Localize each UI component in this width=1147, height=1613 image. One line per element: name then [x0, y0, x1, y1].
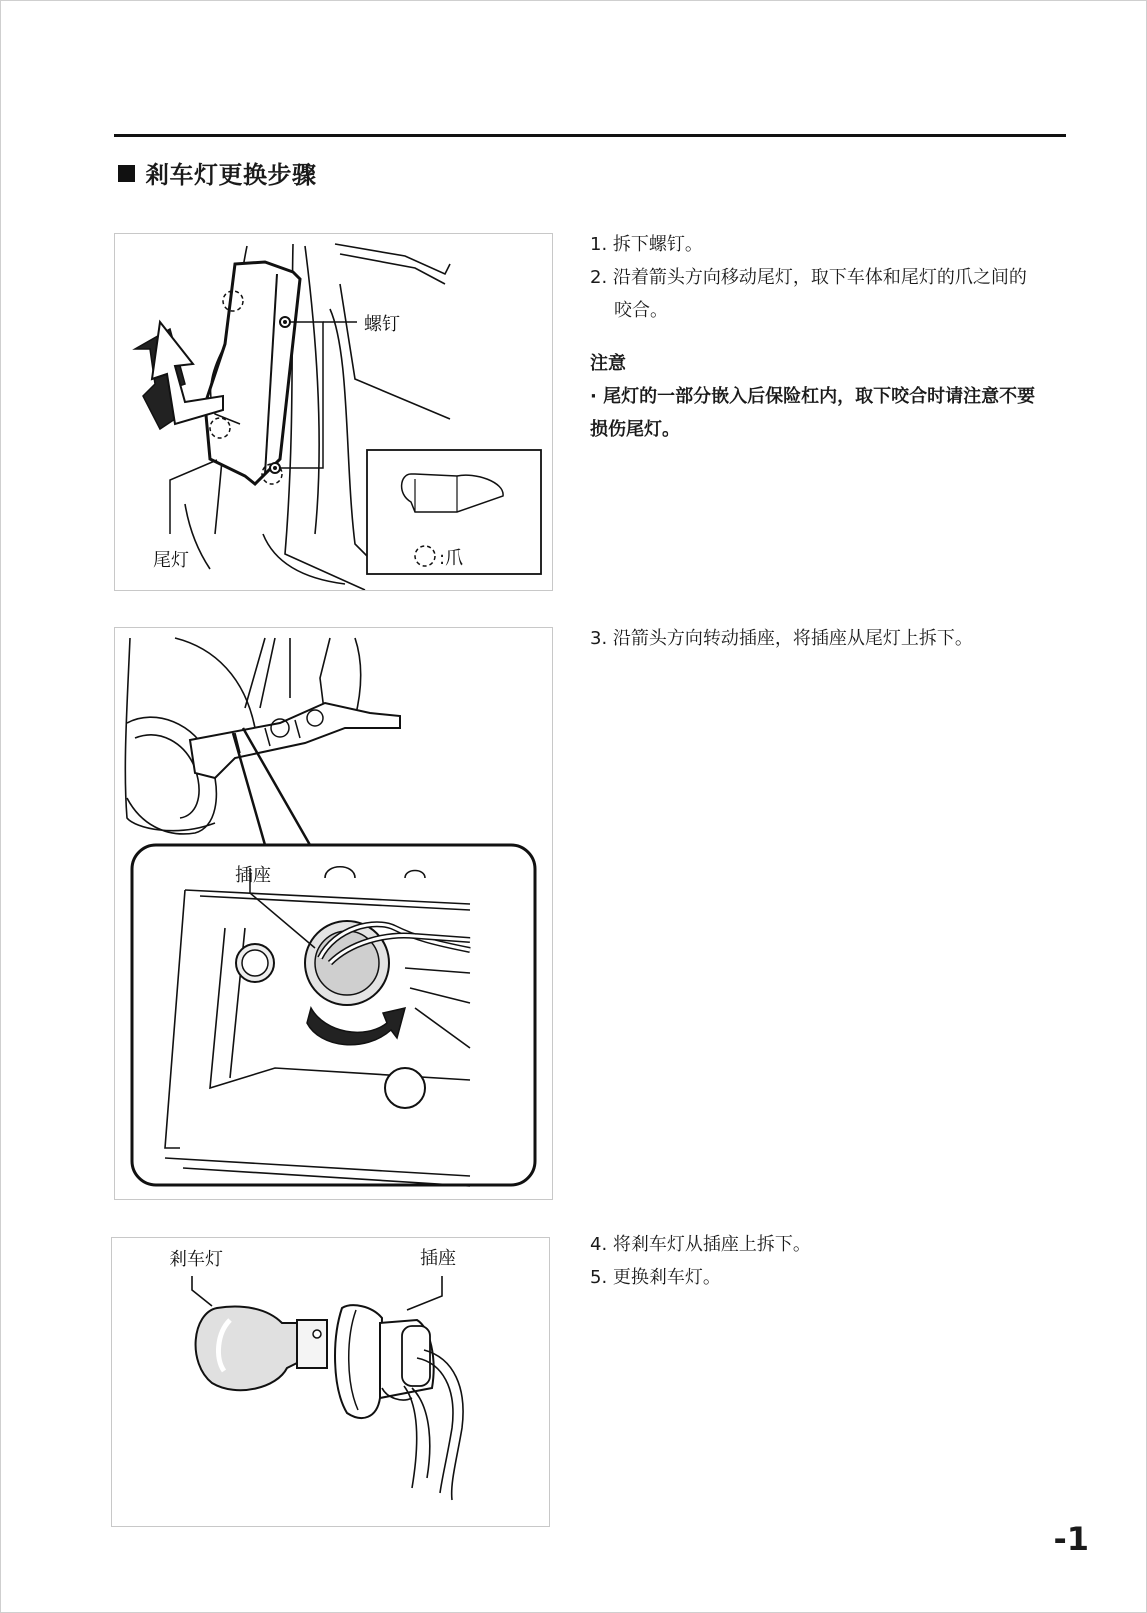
step-3-block: [590, 622, 973, 655]
step-2-continued: 咬合。: [614, 300, 668, 321]
top-rule: [114, 134, 1066, 137]
step-3: 3. 沿箭头方向转动插座，将插座从尾灯上拆下。: [590, 628, 973, 649]
page-number: -1: [1053, 1520, 1089, 1558]
socket-label: 插座: [235, 865, 271, 886]
socket-rotation-illustration: [115, 628, 552, 1199]
step-2: 2. 沿着箭头方向移动尾灯，取下车体和尾灯的爪之间的: [590, 267, 1027, 288]
note-line-1: · 尾灯的一部分嵌入后保险杠内，取下咬合时请注意不要: [590, 386, 1036, 407]
figure-socket-rotation: [114, 627, 553, 1200]
steps-1-2-block: [590, 228, 1035, 446]
screw-label: 螺钉: [364, 314, 400, 335]
step-5: 5. 更换剎车灯。: [590, 1267, 721, 1288]
section-title-text: 剎车灯更换步骤: [145, 161, 317, 189]
step-4: 4. 将剎车灯从插座上拆下。: [590, 1234, 811, 1255]
brake-light-label: 剎车灯: [169, 1249, 223, 1270]
bulb-socket-label: 插座: [420, 1248, 456, 1269]
note-line-2: 损伤尾灯。: [590, 419, 680, 440]
figure-bulb-socket: [111, 1237, 550, 1527]
note-title: 注意: [590, 353, 626, 374]
steps-4-5-block: [590, 1228, 811, 1294]
claw-legend-label: :爪: [439, 548, 464, 569]
section-title: [118, 155, 317, 190]
step-1: 1. 拆下螺钉。: [590, 234, 703, 255]
figure-taillight-removal: [114, 233, 553, 591]
taillight-label: 尾灯: [153, 550, 189, 571]
square-bullet-icon: [118, 165, 135, 182]
bulb-socket-illustration: [112, 1238, 549, 1526]
taillight-illustration: [115, 234, 552, 590]
